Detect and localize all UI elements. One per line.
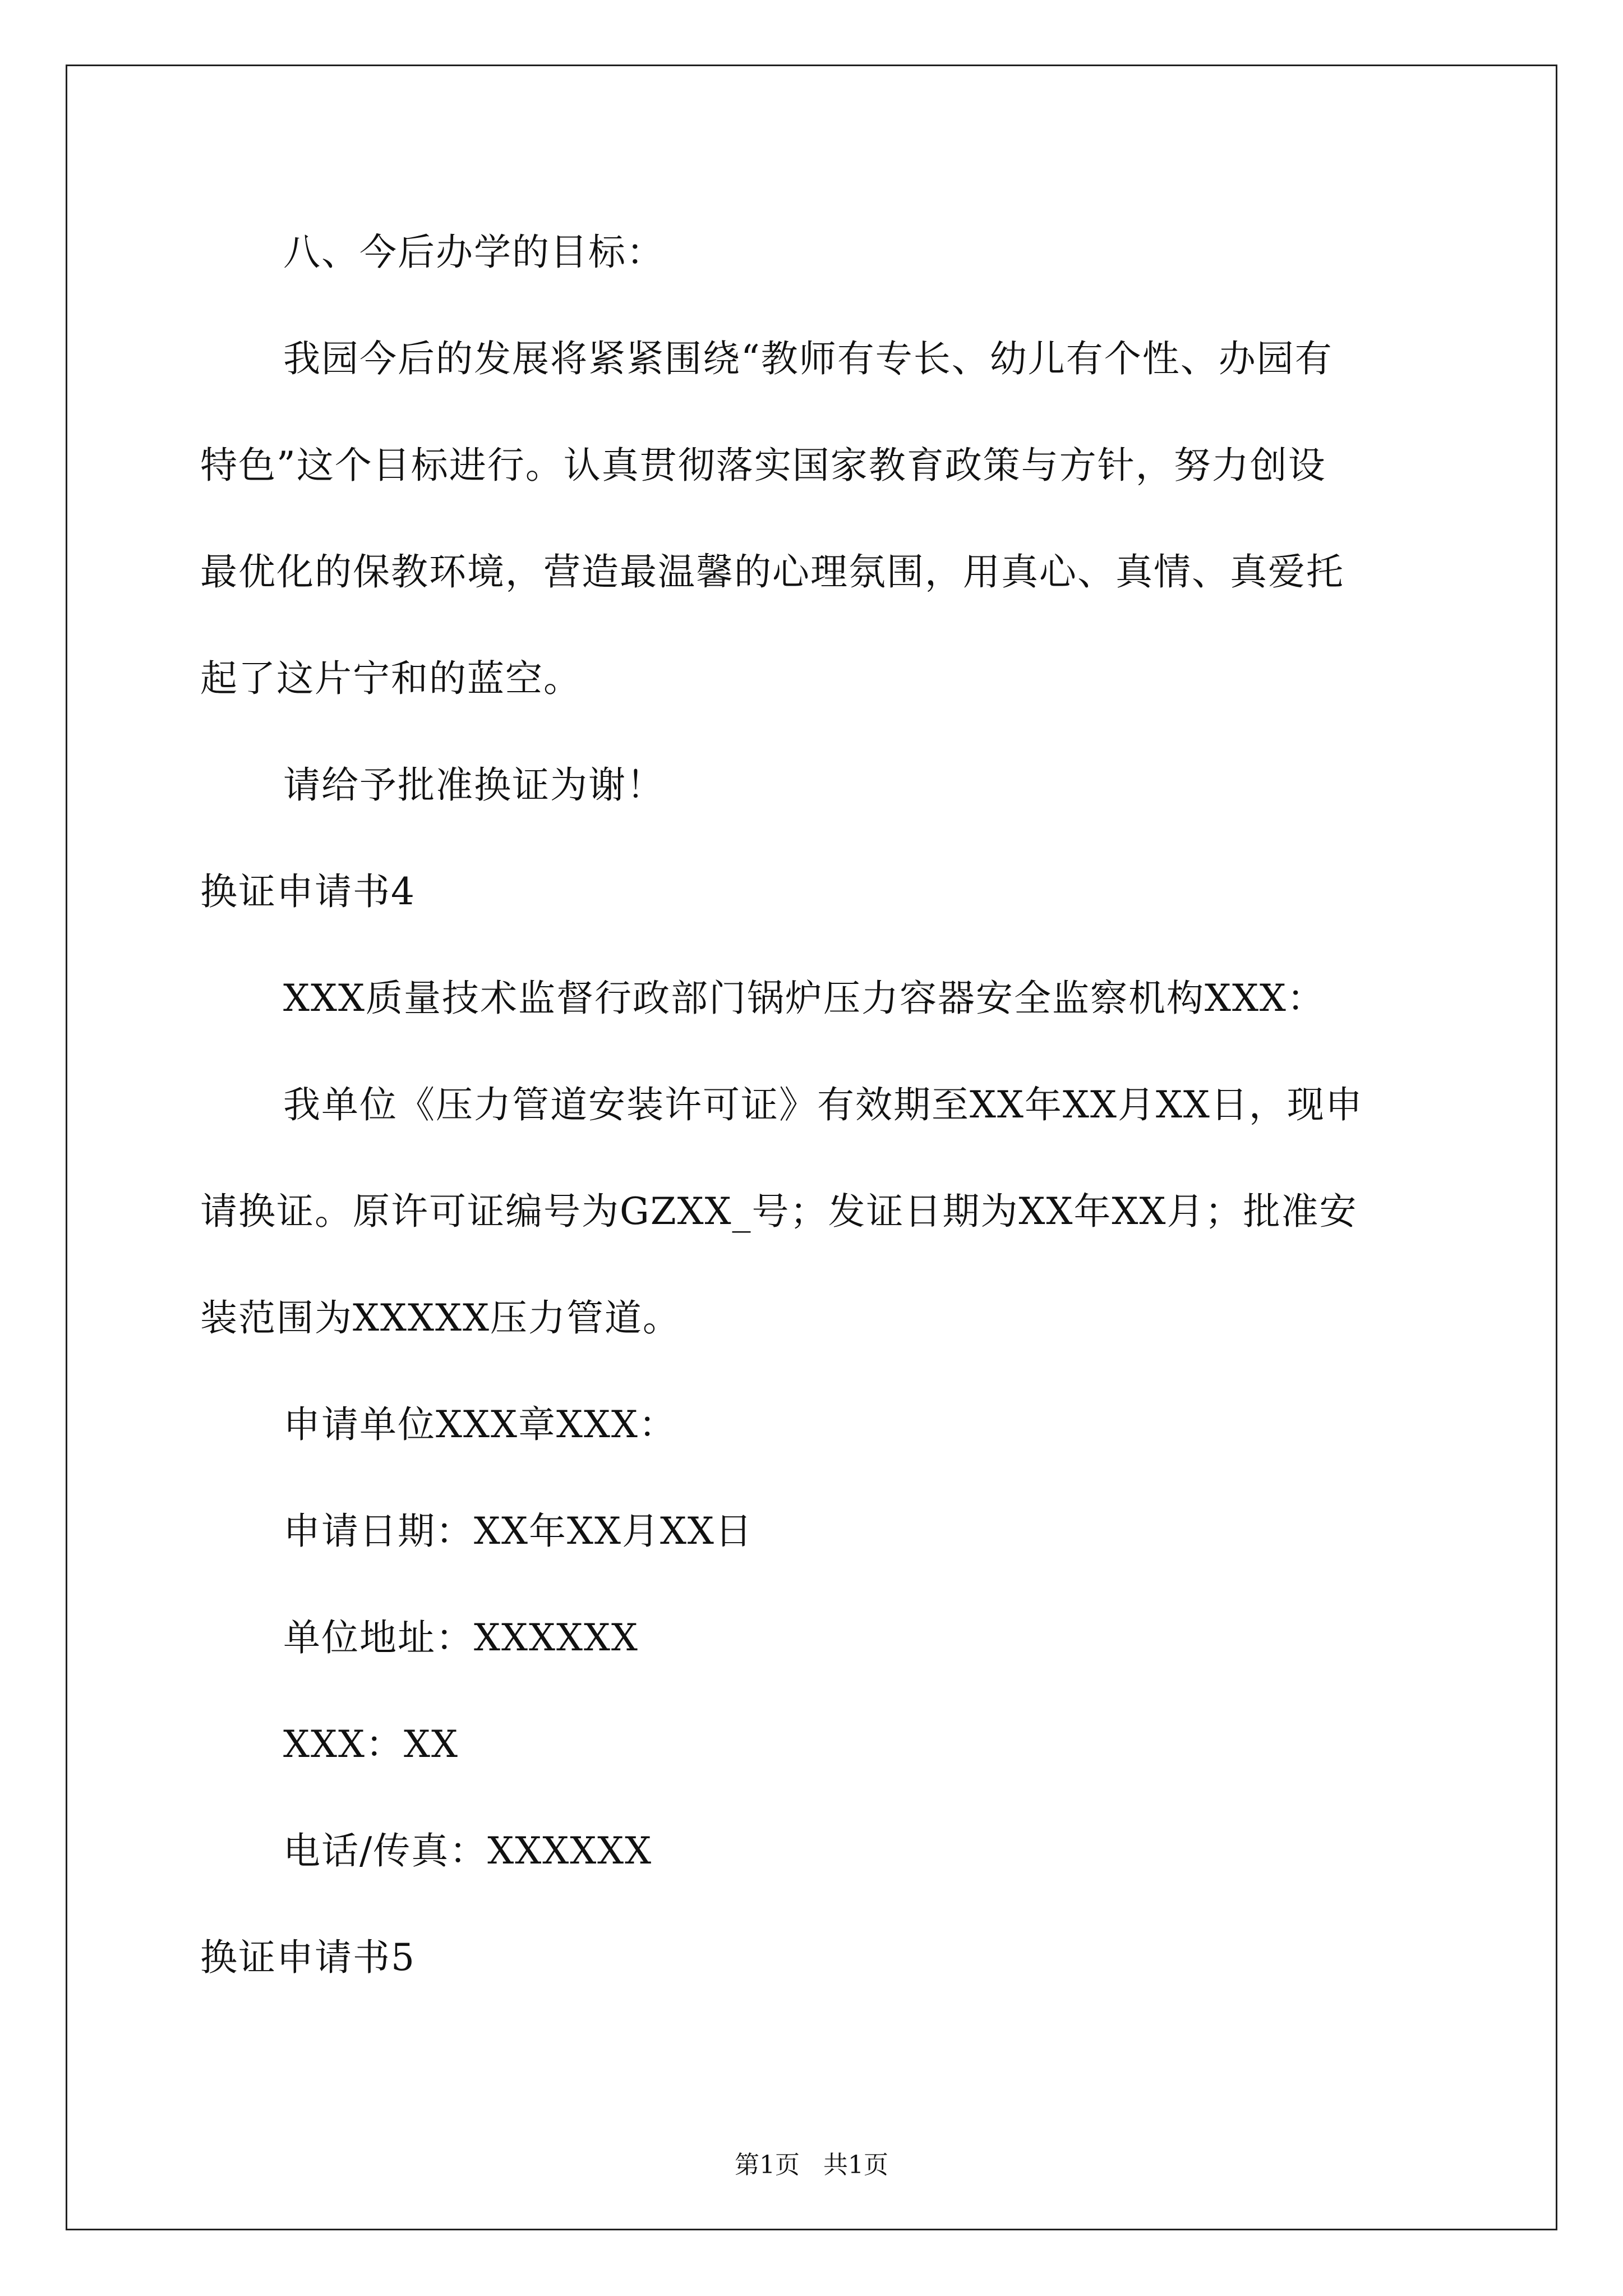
section-title-5: 换证申请书5 bbox=[200, 1936, 416, 1979]
paragraph-line: 我园今后的发展将紧紧围绕“教师有专长、幼儿有个性、办园有 bbox=[283, 337, 1333, 380]
page-total: 共1页 bbox=[823, 2151, 888, 2179]
contact-line: XXX：XX bbox=[283, 1723, 459, 1766]
paragraph-line: 请换证。原许可证编号为GZXX_号；发证日期为XX年XX月；批准安 bbox=[200, 1190, 1358, 1233]
phone-fax-line: 电话/传真：XXXXXX bbox=[283, 1829, 653, 1872]
paragraph-line: 起了这片宁和的蓝空。 bbox=[200, 657, 582, 700]
paragraph-line: 装范围为XXXXX压力管道。 bbox=[200, 1296, 681, 1340]
page-border bbox=[66, 65, 1557, 2230]
section-heading-goals: 八、今后办学的目标： bbox=[283, 231, 665, 274]
paragraph-line: 我单位《压力管道安装许可证》有效期至XX年XX月XX日，现申 bbox=[283, 1083, 1363, 1126]
section-title-4: 换证申请书4 bbox=[200, 870, 416, 913]
page-number: 第1页 bbox=[735, 2151, 800, 2179]
closing-line: 请给予批准换证为谢！ bbox=[283, 763, 665, 807]
paragraph-line: 最优化的保教环境，营造最温馨的心理氛围，用真心、真情、真爱托 bbox=[200, 550, 1344, 593]
page-footer bbox=[0, 2148, 1623, 2182]
address-line: 单位地址：XXXXXX bbox=[283, 1616, 639, 1659]
paragraph-line: 特色”这个目标进行。认真贯彻落实国家教育政策与方针，努力创设 bbox=[200, 444, 1326, 487]
applicant-line: 申请单位XXX章XXX： bbox=[283, 1403, 677, 1446]
addressee-line: XXX质量技术监督行政部门锅炉压力容器安全监察机构XXX： bbox=[283, 977, 1325, 1020]
date-line: 申请日期：XX年XX月XX日 bbox=[283, 1510, 753, 1553]
